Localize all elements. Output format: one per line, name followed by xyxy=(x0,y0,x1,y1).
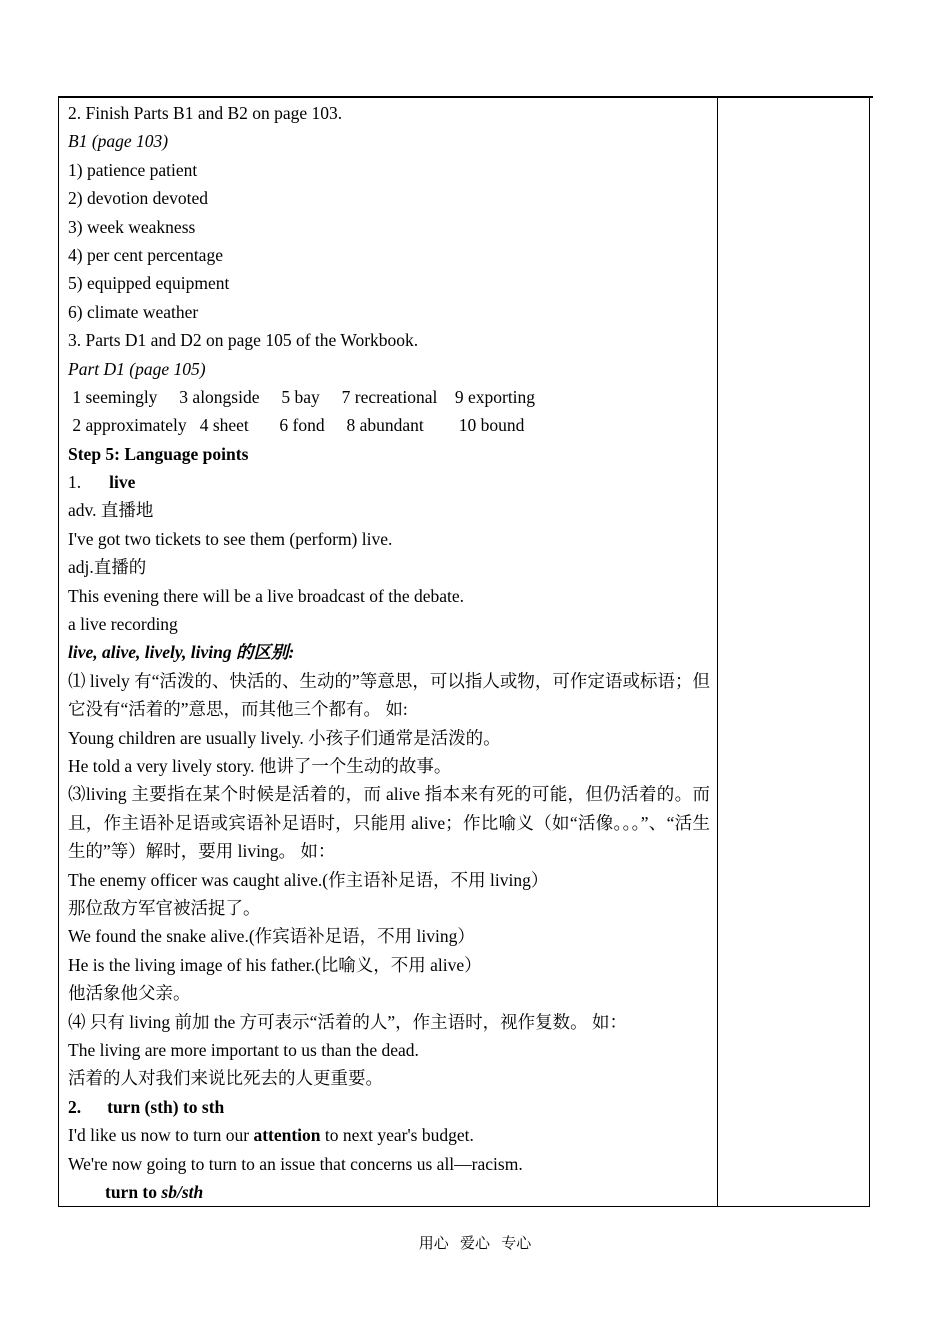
comparison-heading: live, alive, lively, living 的区别: xyxy=(68,642,295,663)
explanation-paragraph: ⑴ lively 有“活泼的、快活的、生动的”等意思，可以指人或物，可作定语或标语；但它没有“活着的”意思，而其他三个都有。 如: xyxy=(68,670,710,720)
section-heading: Part D1 (page 105) xyxy=(68,358,206,379)
phrase-bold: turn to xyxy=(105,1181,162,1202)
translation-line: 他活象他父亲。 xyxy=(68,983,191,1004)
point-phrase: turn (sth) to sth xyxy=(107,1096,225,1117)
example-line: I've got two tickets to see them (perform) live. xyxy=(68,528,393,549)
answer-row: 1 seemingly 3 alongside 5 bay 7 recreational 9 exporting xyxy=(68,386,536,407)
example-line: He is the living image of his father.(比喻义，不用 alive） xyxy=(68,954,482,975)
explanation-paragraph: ⑶living 主要指在某个时候是活着的，而 alive 指本来有死的可能，但仍活着的。而且，作主语补足语或宾语补足语时，只能用 alive；作比喻义（如“活像。。。”、“活生生的”等）解时，要用 living。 如： xyxy=(68,784,710,862)
answer-row: 2 approximately 4 sheet 6 fond 8 abundant 10 bound xyxy=(68,415,525,436)
translation-line: 活着的人对我们来说比死去的人更重要。 xyxy=(68,1068,383,1089)
example-line xyxy=(68,1121,710,1149)
translation-line: 那位敌方军官被活捉了。 xyxy=(68,898,261,919)
point-word: live xyxy=(109,472,136,493)
answer-line: 4) per cent percentage xyxy=(68,244,223,265)
step-heading: Step 5: Language points xyxy=(68,443,249,464)
task-line: 3. Parts D1 and D2 on page 105 of the Workbook. xyxy=(68,330,419,351)
example-line: The enemy officer was caught alive.(作主语补足语，不用 living） xyxy=(68,869,549,890)
phrase-italic: sb/sth xyxy=(161,1181,204,1202)
example-line: This evening there will be a live broadcast of the debate. xyxy=(68,585,465,606)
example-line: We found the snake alive.(作宾语补足语，不用 living） xyxy=(68,926,475,947)
table-column-divider xyxy=(717,98,718,1207)
answer-line: 5) equipped equipment xyxy=(68,273,230,294)
example-text: to next year's budget. xyxy=(320,1125,474,1146)
point-heading xyxy=(68,468,710,496)
example-text: I'd like us now to turn our xyxy=(68,1125,254,1146)
definition-line: adv. 直播地 xyxy=(68,500,154,521)
point-number: 2. xyxy=(68,1096,82,1117)
answer-line: 1) patience patient xyxy=(68,159,198,180)
example-line: We're now going to turn to an issue that concerns us all—racism. xyxy=(68,1153,523,1174)
answer-line: 3) week weakness xyxy=(68,216,196,237)
explanation-line: ⑷ 只有 living 前加 the 方可表示“活着的人”，作主语时，视作复数。 如： xyxy=(68,1011,627,1032)
lesson-content-cell xyxy=(68,99,710,1206)
definition-line: adj.直播的 xyxy=(68,557,147,578)
section-heading: B1 (page 103) xyxy=(68,131,169,152)
example-line: a live recording xyxy=(68,614,178,635)
task-line: 2. Finish Parts B1 and B2 on page 103. xyxy=(68,103,343,123)
answer-line: 2) devotion devoted xyxy=(68,188,208,209)
example-line: He told a very lively story. 他讲了一个生动的故事。 xyxy=(68,756,452,777)
example-line: Young children are usually lively. 小孩子们通常是活泼的。 xyxy=(68,727,501,748)
example-line: The living are more important to us than the dead. xyxy=(68,1039,419,1060)
point-heading xyxy=(68,1093,710,1121)
page-footer: 用心 爱心 专心 xyxy=(418,1236,532,1252)
answer-line: 6) climate weather xyxy=(68,301,199,322)
sub-phrase-heading xyxy=(68,1178,710,1206)
keyword: attention xyxy=(253,1125,321,1146)
point-number: 1. xyxy=(68,472,82,493)
